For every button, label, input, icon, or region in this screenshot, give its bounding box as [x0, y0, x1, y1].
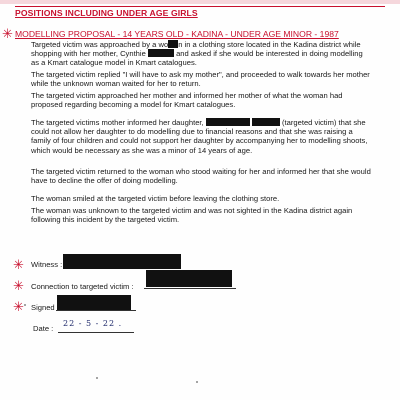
paragraph-1-part-c: and asked if she would be interested in doing modelling as a Kmart catalogue model in Kmart catalogues. — [31, 49, 363, 68]
paragraph-1-part-a: Targeted victim was approached by a wo — [31, 40, 169, 49]
paragraph-2: The targeted victim replied "I will have to ask my mother", and proceeded to walk towards her mother while the unknown woman waited for her to return. — [31, 70, 370, 89]
redaction-box — [148, 49, 174, 57]
paragraph-1 — [31, 40, 371, 68]
redaction-box — [252, 118, 280, 126]
red-star-mark-icon: ✳ — [13, 257, 24, 272]
red-star-mark-icon: ✳ — [13, 299, 24, 314]
scan-speck — [196, 381, 198, 383]
paragraph-1-part-b: n in a clothing store located in the Kadina district while shopping with her mother, Cynthie — [31, 40, 361, 59]
paragraph-4 — [31, 118, 371, 155]
redaction-box — [168, 40, 178, 48]
date-label: Date : — [33, 324, 54, 333]
connection-redaction — [146, 270, 232, 287]
paragraph-4-part-a: The targeted victims mother informed her daughter, — [31, 118, 204, 127]
red-star-mark-icon: ✳ — [13, 278, 24, 293]
signed-line — [56, 310, 136, 311]
section-title: MODELLING PROPOSAL - 14 YEARS OLD - KADINA - UNDER AGE MINOR - 1987 — [15, 29, 339, 39]
scan-speck — [24, 304, 26, 306]
paragraph-3: The targeted victim approached her mother and informed her mother of what the woman had proposed regarding becoming a model for Kmart catalogues. — [31, 91, 343, 110]
signature-redaction — [57, 295, 131, 311]
header-text: POSITIONS INCLUDING UNDER AGE GIRLS — [15, 8, 198, 18]
connection-line — [144, 288, 236, 289]
paragraph-6: The woman smiled at the targeted victim before leaving the clothing store. — [31, 194, 280, 203]
paragraph-5: The targeted victim returned to the woman who stood waiting for her and informed her that she would have to decline the offer of doing modelling. — [31, 167, 371, 186]
connection-label: Connection to targeted victim : — [31, 282, 134, 291]
witness-redaction — [63, 254, 181, 269]
redaction-box — [206, 118, 250, 126]
paragraph-4-part-b: (targeted victim) that she could not allow her daughter to do modelling due to financial reasons and that she was raising a family of four children and could not support her daughter by accompanying her to modelling shoots, which would be necessary as she was a minor of 14 years of age. — [31, 118, 368, 155]
red-star-mark-icon: ✳ — [2, 26, 13, 41]
witness-label: Witness : — [31, 260, 63, 269]
date-line — [58, 332, 134, 333]
signed-label: Signed — [31, 303, 55, 312]
scan-speck — [96, 377, 98, 379]
header-rule — [15, 0, 385, 7]
paragraph-7: The woman was unknown to the targeted victim and was not sighted in the Kadina district again following this incident by the targeted victim. — [31, 206, 353, 225]
date-value: 22 - 5 - 22 . — [63, 319, 123, 328]
